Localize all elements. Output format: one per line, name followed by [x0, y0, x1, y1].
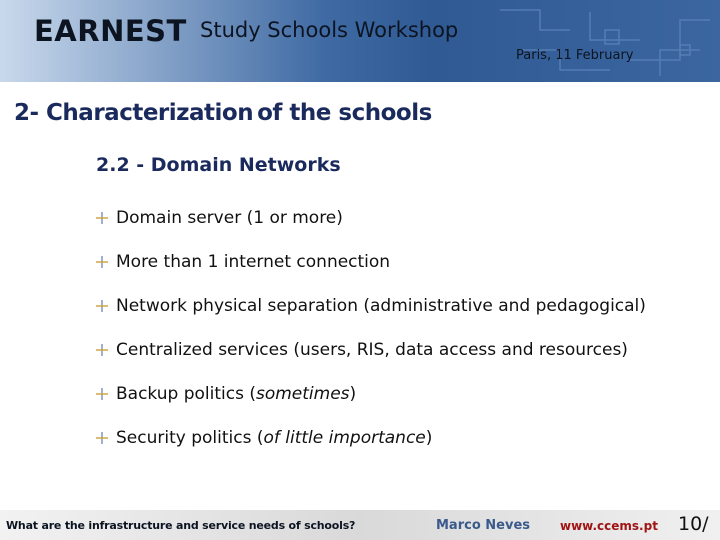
slide-title-part1: 2- Characterization	[14, 100, 254, 126]
bullet-text: Network physical separation (administrative and pedagogical)	[116, 296, 646, 316]
crosshair-bullet-icon	[96, 212, 108, 224]
bullet-item	[96, 196, 646, 240]
workshop-title: Study Schools Workshop	[200, 18, 459, 42]
bullet-item	[96, 328, 646, 372]
circuit-pattern	[480, 0, 720, 82]
crosshair-bullet-icon	[96, 300, 108, 312]
crosshair-bullet-icon	[96, 432, 108, 444]
slide-title-part2: of the schools	[257, 100, 432, 126]
slide-header	[0, 0, 720, 82]
crosshair-bullet-icon	[96, 344, 108, 356]
slide-footer	[0, 510, 720, 540]
section-subtitle: 2.2 - Domain Networks	[96, 154, 341, 176]
bullet-text: Domain server (1 or more)	[116, 208, 343, 228]
bullet-text: Security politics (of little importance)	[116, 428, 433, 448]
bullet-text: Centralized services (users, RIS, data access and resources)	[116, 340, 628, 360]
brand-title: EARNEST	[34, 14, 187, 48]
bullet-text: More than 1 internet connection	[116, 252, 391, 272]
footer-question: What are the infrastructure and service needs of schools?	[6, 519, 356, 532]
page-number: 10/	[678, 513, 709, 535]
bullet-item	[96, 416, 646, 460]
crosshair-bullet-icon	[96, 256, 108, 268]
footer-url: www.ccems.pt	[560, 519, 658, 533]
place-date: Paris, 11 February	[516, 48, 634, 63]
slide-title	[14, 100, 432, 126]
bullet-item	[96, 240, 646, 284]
bullet-text: Backup politics (sometimes)	[116, 384, 357, 404]
crosshair-bullet-icon	[96, 388, 108, 400]
bullet-list	[96, 196, 646, 460]
bullet-item	[96, 284, 646, 328]
bullet-item	[96, 372, 646, 416]
footer-author: Marco Neves	[436, 518, 531, 533]
